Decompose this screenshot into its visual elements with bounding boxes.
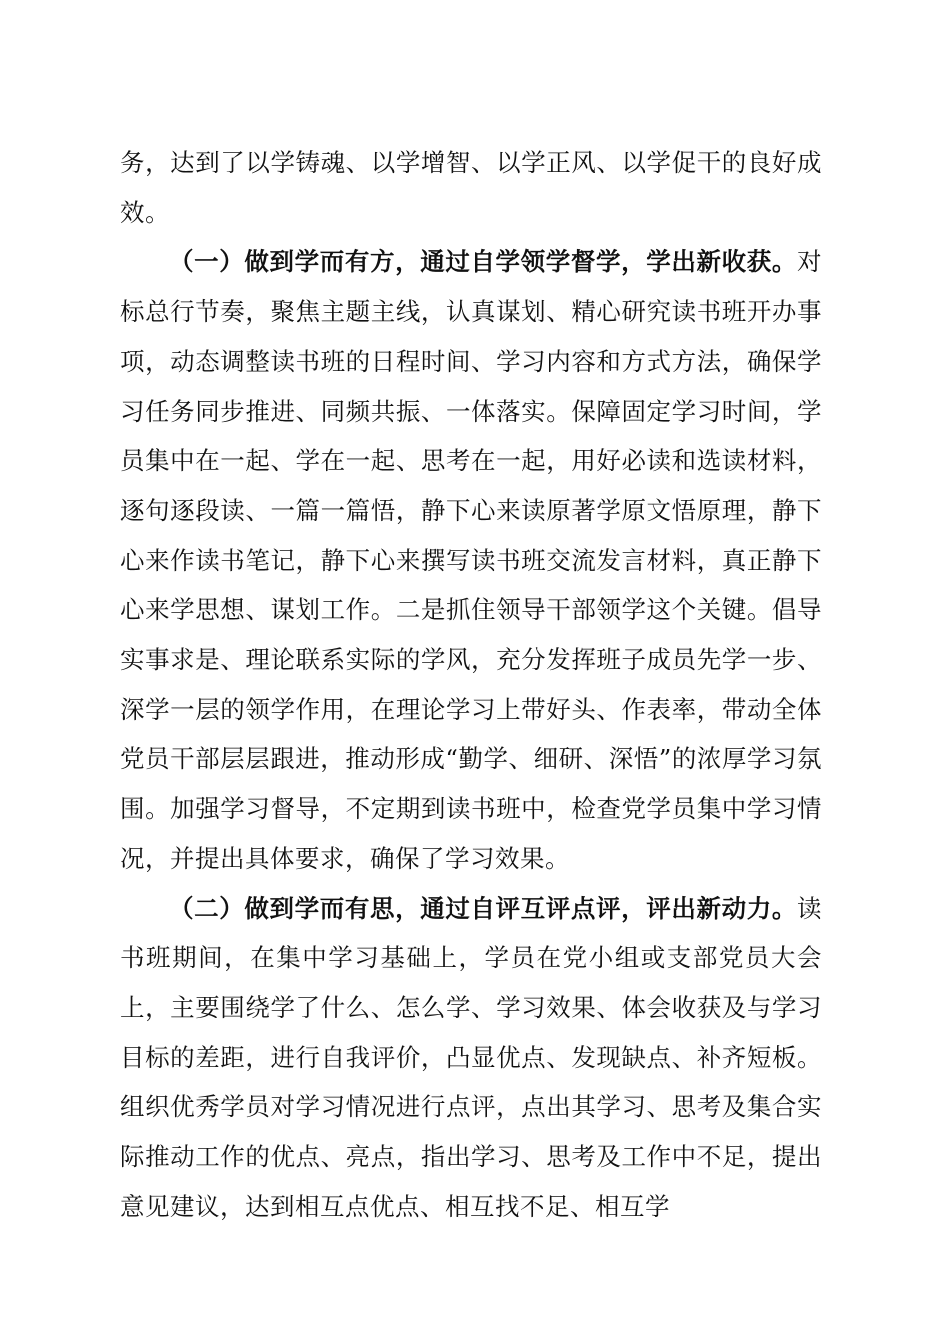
section-1-heading: （一）做到学而有方，通过自学领学督学，学出新收获。 — [169, 247, 797, 277]
section-2-paragraph — [120, 884, 822, 1232]
section-1-paragraph — [120, 237, 822, 883]
section-1-body: 对标总行节奏，聚焦主题主线，认真谋划、精心研究读书班开办事项，动态调整读书班的日程时间、学习内容和方式方法，确保学习任务同步推进、同频共振、一体落实。保障固定学习时间，学员集中在一起、学在一起、思考在一起，用好必读和选读材料，逐句逐段读、一篇一篇悟，静下心来读原著学原文悟原理，静下心来作读书笔记，静下心来撰写读书班交流发言材料，真正静下心来学思想、谋划工作。二是抓住领导干部领学这个关键。倡导实事求是、理论联系实际的学风，充分发挥班子成员先学一步、深学一层的领学作用，在理论学习上带好头、作表率，带动全体党员干部层层跟进，推动形成“勤学、细研、深悟”的浓厚学习氛围。加强学习督导，不定期到读书班中，检查党学员集中学习情况，并提出具体要求，确保了学习效果。 — [120, 247, 822, 873]
continuation-paragraph: 务，达到了以学铸魂、以学增智、以学正风、以学促干的良好成效。 — [120, 148, 822, 227]
section-2-heading: （二）做到学而有思，通过自评互评点评，评出新动力。 — [169, 893, 797, 923]
document-page — [120, 138, 822, 1231]
section-2-body: 读书班期间，在集中学习基础上，学员在党小组或支部党员大会上，主要围绕学了什么、怎么学、学习效果、体会收获及与学习目标的差距，进行自我评价，凸显优点、发现缺点、补齐短板。组织优秀学员对学习情况进行点评，点出其学习、思考及集合实际推动工作的优点、亮点，指出学习、思考及工作中不足，提出意见建议，达到相互点优点、相互找不足、相互学 — [120, 893, 822, 1221]
